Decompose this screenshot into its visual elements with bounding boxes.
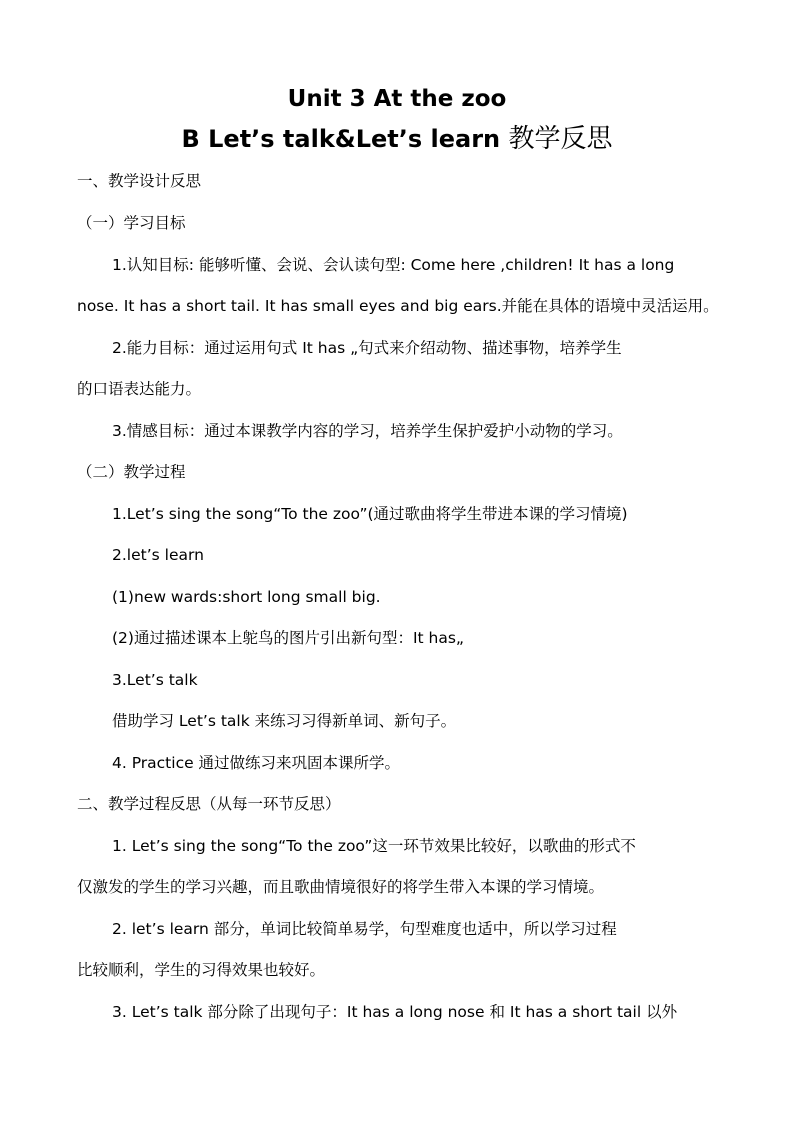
paragraph-line: 3.情感目标：通过本课教学内容的学习，培养学生保护爱护小动物的学习。 [112, 422, 623, 440]
paragraph-line: 1.认知目标: 能够听懂、会说、会认读句型: Come here ,children! It has a long [112, 256, 675, 274]
paragraph-line: 2.let’s learn [112, 546, 204, 564]
subtitle-english: B Let’s talk&Let’s learn [181, 125, 501, 153]
paragraph-line: 3.Let’s talk [112, 671, 198, 689]
subsection-heading-process: （二）教学过程 [77, 463, 186, 481]
document-title: Unit 3 At the zoo [287, 86, 507, 112]
section-heading-design: 一、教学设计反思 [77, 172, 202, 190]
paragraph-line: (1)new wards:short long small big. [112, 588, 381, 606]
paragraph-line: 借助学习 Let’s talk 来练习习得新单词、新句子。 [112, 712, 457, 730]
subsection-heading-goals: （一）学习目标 [77, 214, 186, 232]
paragraph-line: 1.Let’s sing the song“To the zoo”(通过歌曲将学生带进本课的学习情境) [112, 505, 628, 523]
paragraph-line: 仅激发的学生的学习兴趣，而且歌曲情境很好的将学生带入本课的学习情境。 [77, 878, 605, 896]
paragraph-line: 2.能力目标：通过运用句式 It has „句式来介绍动物、描述事物，培养学生 [112, 339, 622, 357]
paragraph-line: 3. Let’s talk 部分除了出现句子：It has a long nose 和 It has a short tail 以外 [112, 1003, 678, 1021]
paragraph-line: 4. Practice 通过做练习来巩固本课所学。 [112, 754, 401, 772]
paragraph-line: nose. It has a short tail. It has small eyes and big ears.并能在具体的语境中灵活运用。 [77, 297, 719, 315]
paragraph-line: 比较顺利，学生的习得效果也较好。 [77, 961, 326, 979]
subtitle-chinese: 教学反思 [508, 124, 613, 154]
paragraph-line: 的口语表达能力。 [77, 380, 202, 398]
paragraph-line: 2. let’s learn 部分，单词比较简单易学，句型难度也适中，所以学习过程 [112, 920, 617, 938]
document-subtitle [0, 122, 794, 156]
section-heading-reflection: 二、教学过程反思（从每一环节反思） [77, 795, 341, 813]
paragraph-line: (2)通过描述课本上鸵鸟的图片引出新句型：It has„ [112, 629, 464, 647]
paragraph-line: 1. Let’s sing the song“To the zoo”这一环节效果比较好，以歌曲的形式不 [112, 837, 636, 855]
